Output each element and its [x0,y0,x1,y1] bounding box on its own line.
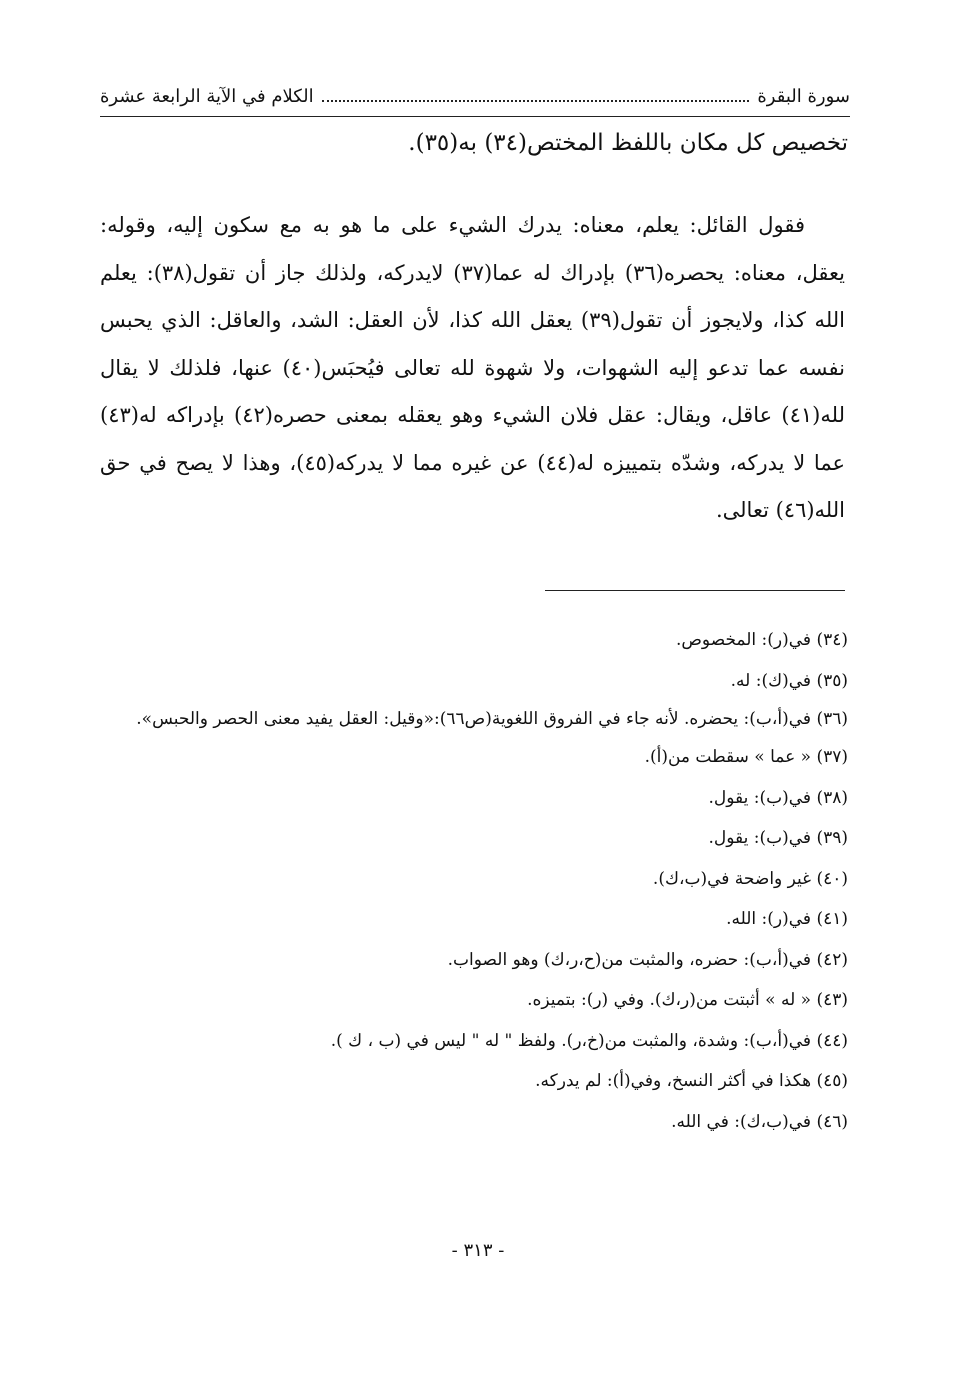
page-number: - ٣١٣ - [451,1240,505,1261]
footnote-42: (٤٢) في(أ،ب): حضره، والمثبت من(ح،ر،ك) وهو الصواب. [447,949,848,970]
footnote-41: (٤١) في(ر): الله. [726,909,848,929]
footnote-39: (٣٩) في(ب): يقول. [708,828,848,848]
footnote-35: (٣٥) في(ك): له. [730,670,848,691]
running-header [100,86,850,107]
footnote-separator [545,590,845,591]
footnotes [100,620,848,1142]
header-rule [100,116,850,117]
body-paragraph: فقول القائل: يعلم، معناه: يدرك الشيء على ما هو به مع سكون إليه، وقوله: يعقل، معناه: يحصره(٣٦) بإدراك له عما(٣٧) لايدركه، ولذلك جاز أن تقول(٣٨): يعلم الله كذا، ولايجوز أن تقول(٣٩) يعقل الله كذا، لأن العقل: الشد، والعاقل: الذي يحبس نفسه عما تدعو إليه الشهوات، ولا شهوة لله تعالى فيُحبَس(٤٠) عنها، فلذلك لا يقال لله(٤١) عاقل، ويقال: عقل فلان الشيء وهو يعقله بمعنى حصره(٤٢) بإدراكه له(٤٣) عما لا يدركه، وشدّه بتمييزه له(٤٤) عن غيره مما لا يدركه(٤٥)، وهذا لا يصح في حق الله(٤٦) تعالى. [100,213,846,522]
footnote-37: (٣٧) « عما » سقطت من(أ). [644,747,848,767]
header-dot-leader [322,100,750,102]
header-surah: سورة البقرة [757,86,850,107]
footnote-44: (٤٤) في(أ،ب): وشدة، والمثبت من(خ،ر). ولفظ " له " ليس في (ب ، ك ). [330,1030,848,1051]
footnote-45: (٤٥) هكذا في أكثر النسخ، وفي(أ): لم يدركه. [535,1071,848,1091]
intro-line: تخصيص كل مكان باللفظ المختص(٣٤) به(٣٥). [408,130,848,156]
footnote-46: (٤٦) في(ب،ك): في الله. [671,1111,848,1132]
footnote-36: (٣٦) في(أ،ب): يحضره. لأنه جاء في الفروق اللغوية(ص٦٦):«وقيل: العقل يفيد معنى الحصر والحبس». [136,709,848,729]
header-topic: الكلام في الآية الرابعة عشرة [100,86,314,107]
main-text [100,202,845,535]
footnote-43: (٤٣) « له » أثبتت من(ر،ك). وفي (ر): بتميزه. [527,990,848,1010]
footnote-34: (٣٤) في(ر): المخصوص. [675,630,848,650]
footnote-38: (٣٨) في(ب): يقول. [708,787,848,808]
footnote-40: (٤٠) غير واضحة في(ب،ك). [652,868,848,889]
